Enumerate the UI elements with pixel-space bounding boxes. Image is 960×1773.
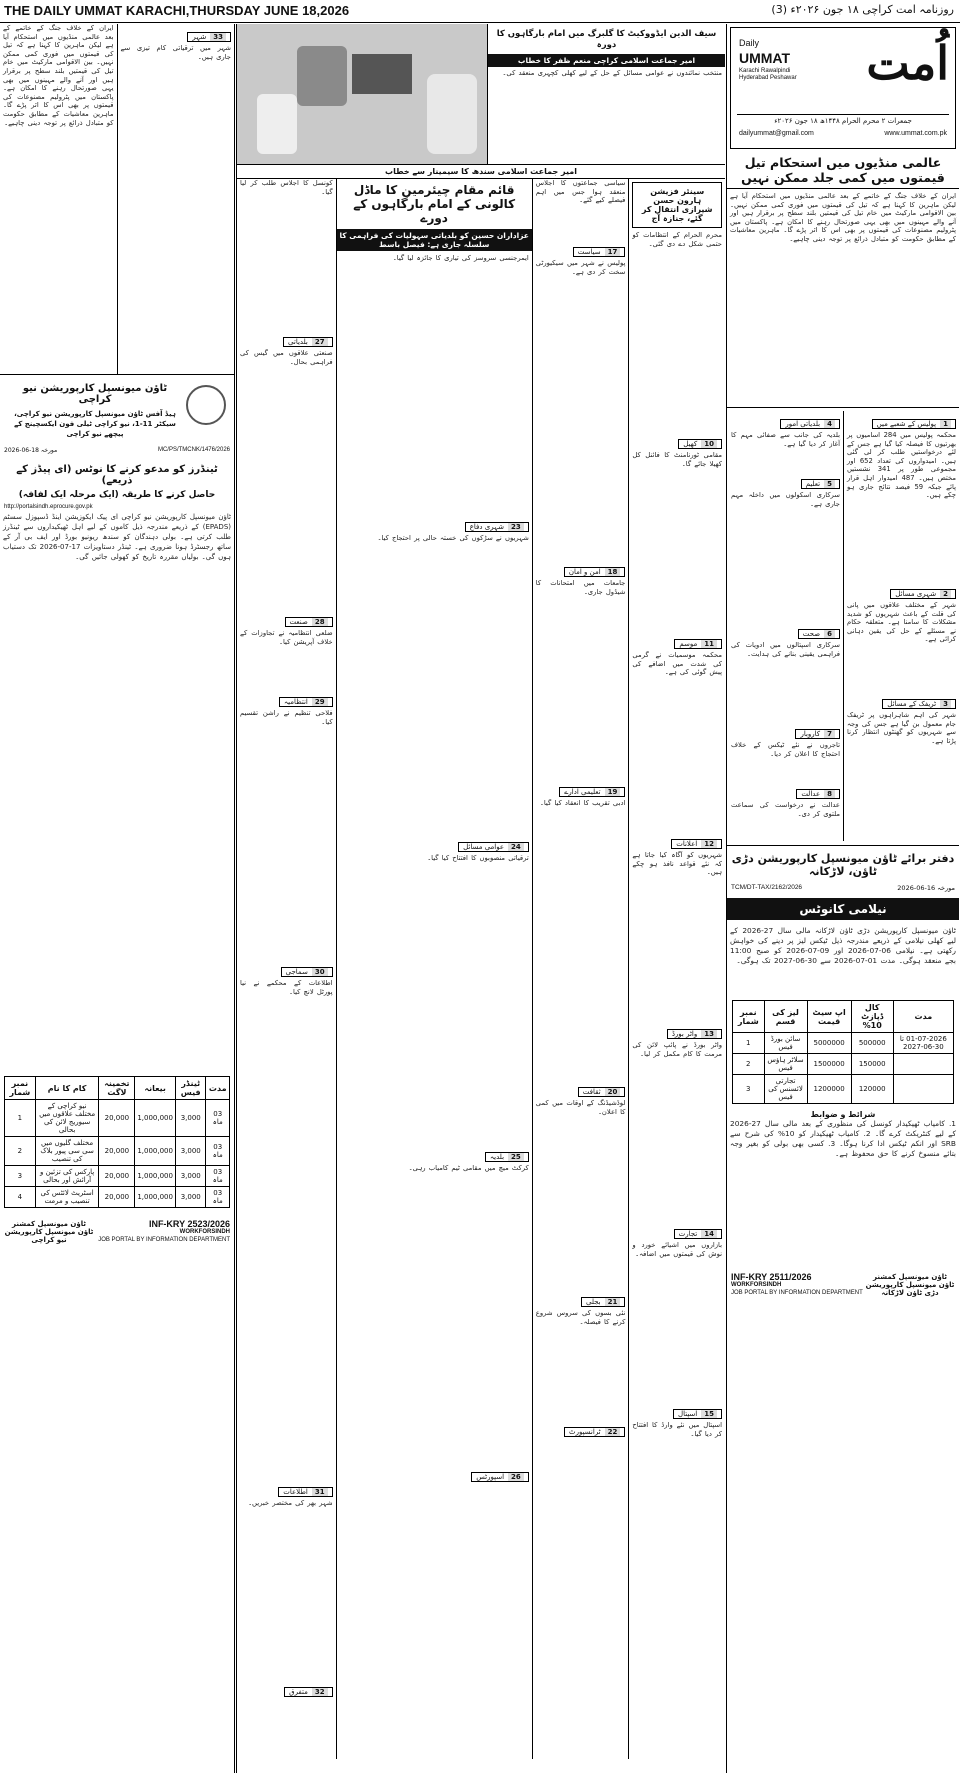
tender-table-cell: 3,000 — [175, 1137, 205, 1166]
masthead-brand: UMMAT — [739, 50, 791, 66]
top-bar — [0, 0, 960, 23]
tender-signer: ٹاؤن میونسپل کمشنر ٹاؤن میونسپل کارپوریشن نیو کراچی — [4, 1220, 94, 1244]
news-tag-14: 14تجارت — [674, 1229, 722, 1239]
main-kicker: عزاداران حسین کو بلدیاتی سہولیات کی فراہمی کا سلسلہ جاری ہے: فیصل باسط — [337, 229, 532, 251]
auction-table-row — [733, 1054, 954, 1075]
auction-table-cell: 1200000 — [807, 1075, 851, 1104]
news-body-16: محرم الحرام کے انتظامات کو حتمی شکل دے دی گئی۔ — [632, 231, 722, 248]
news-body-6: سرکاری اسپتالوں میں ادویات کی فراہمی یقینی بنانے کی ہدایت۔ — [731, 641, 840, 658]
news-body-30: فلاحی تنظیم نے راشن تقسیم کیا۔ — [240, 709, 333, 726]
tender-table-row — [5, 1100, 230, 1137]
masthead-title: اُمت — [866, 36, 949, 90]
auction-ref: TCM/DT-TAX/2162/2026 — [731, 884, 803, 891]
paper-line: THE DAILY UMMAT KARACHI,THURSDAY JUNE 18,2026 — [4, 3, 350, 18]
news-tag-10: 10کھیل — [678, 439, 722, 449]
tender-table-row — [5, 1166, 230, 1187]
news-body-lead-cont: ایران کے خلاف جنگ کے خاتمے کے بعد عالمی منڈیوں میں استحکام آیا ہے لیکن ماہرین کا کہنا ہے کہ تیل کی قیمتوں میں فوری کمی ممکن نہیں۔ بین الاقوامی مارکیٹ میں خام تیل کی قیمتیں بلند سطح پر برقرار ہیں اور آنے والے مہینوں میں بھی یہی صورتحال رہنے کا امکان ہے۔ پاکستان میں پٹرولیم مصنوعات کی قیمتوں پر بھی اس کا اثر پڑے گا۔ ماہرین معاشیات کے مطابق حکومت کو متبادل ذرائع پر توجہ دینی چاہیے۔ — [3, 24, 114, 127]
auction-office: دفتر برائے ٹاؤن میونسپل کارپوریشن دڑی ٹاؤن، لاڑکانہ — [731, 852, 955, 878]
auction-table-cell: 120000 — [851, 1075, 893, 1104]
tender-table-header-2: تخمینہ لاگت — [99, 1077, 135, 1100]
tender-office: ٹاؤن میونسپل کارپوریشن نیو کراچی — [22, 383, 168, 405]
tender-table-row — [5, 1187, 230, 1208]
auction-body: ٹاؤن میونسپل کارپوریشن دڑی ٹاؤن لاڑکانہ مالی سال 27-2026 کے لیے کھلی نیلامی کے ذریعے مندرجہ ذیل ٹیکس لیز پر دینے کی خواہش رکھتی ہے۔ نیلامی 06-07-2026 اور 09-07-2026 کو صبح 11:00 بجے منعقد ہوگی۔ مدت 01-07-2026 سے 30-06-2027 تک ہوگی۔ — [730, 926, 956, 965]
news-tag-20: 20ثقافت — [578, 1087, 626, 1097]
news-body-12: شہریوں کو آگاہ کیا جاتا ہے کہ نئے قواعد نافذ ہو چکے ہیں۔ — [632, 851, 722, 877]
news-body-4: بلدیہ کی جانب سے صفائی مہم کا آغاز کر دیا گیا ہے۔ — [731, 431, 840, 448]
obit-title: سینئر فزیشن ہارون حسن شیرازی انتقال کر گئے، جنازہ آج — [632, 182, 722, 228]
tender-table-cell: 3,000 — [175, 1166, 205, 1187]
auction-table-cell: 3 — [733, 1075, 765, 1104]
news-body-9: منتخب نمائندوں نے عوامی مسائل کے حل کے لیے کھلی کچہری منعقد کی۔ — [502, 69, 722, 77]
tmc-seal-icon — [186, 385, 226, 425]
news-photo — [237, 24, 487, 164]
news-tag-11: 11موسم — [674, 639, 722, 649]
left-top-a — [117, 24, 235, 374]
tender-table-cell: 20,000 — [99, 1137, 135, 1166]
briefs-grid — [727, 411, 959, 841]
masthead-cities: Karachi Rawalpindi Hyderabad Peshawar — [739, 68, 797, 81]
news-body-29: ضلعی انتظامیہ نے تجاوزات کے خلاف آپریشن کیا۔ — [240, 629, 333, 646]
news-tag-12: 12اعلانات — [671, 839, 722, 849]
news-tag-25: 25بلدیہ — [485, 1152, 529, 1162]
tender-wfs: WORKFORSINDH — [179, 1229, 230, 1235]
tender-method: حاصل کرنے کا طریقہ (ایک مرحلہ ایک لفافہ) — [18, 490, 216, 500]
urdu-line: روزنامہ امت کراچی ۱۸ جون ۲۰۲۶ء (3) — [771, 3, 954, 16]
news-tag-5: 5تعلیم — [801, 479, 840, 489]
mid-col-c — [336, 179, 532, 1759]
top-caption-block — [487, 24, 725, 164]
tender-table-header-3: بیعانہ — [135, 1077, 176, 1100]
tender-table-cell: 20,000 — [99, 1100, 135, 1137]
news-body-3: شہر کی اہم شاہراہوں پر ٹریفک جام معمول بن گیا ہے جس کی وجہ سے شہریوں کو گھنٹوں انتظار کرنا پڑتا ہے۔ — [847, 711, 956, 745]
news-tag-19: 19تعلیمی ادارے — [559, 787, 625, 797]
tender-table-cell: 1,000,000 — [135, 1137, 176, 1166]
mid-col-a — [628, 179, 725, 1759]
lead-body: ایران کے خلاف جنگ کے خاتمے کے بعد عالمی منڈیوں میں استحکام آیا ہے لیکن ماہرین کا کہنا ہے کہ تیل کی قیمتوں میں فوری کمی ممکن نہیں۔ بین الاقوامی مارکیٹ میں خام تیل کی قیمتیں بلند سطح پر برقرار ہیں اور آنے والے مہینوں میں بھی یہی صورتحال رہنے کا امکان ہے۔ پاکستان میں پٹرولیم مصنوعات کی قیمتوں پر بھی اس کا اثر پڑے گا۔ ماہرین معاشیات کے مطابق حکومت کو متبادل ذرائع پر توجہ دینی چاہیے۔ — [730, 192, 956, 243]
news-tag-26: 26اسپورٹس — [471, 1472, 529, 1482]
news-body-25: ترقیاتی منصوبوں کا افتتاح کیا گیا۔ — [427, 854, 529, 862]
auction-table-cell: تجارتی لائسنس کی فیس — [764, 1075, 807, 1104]
left-top-b — [0, 24, 117, 374]
left-top — [0, 24, 234, 375]
tender-table-header-1: کام کا نام — [35, 1077, 99, 1100]
news-tag-7: 7کاروبار — [795, 729, 840, 739]
news-tag-31: 31اطلاعات — [278, 1487, 332, 1497]
news-tag-15: 15اسپتال — [673, 1409, 722, 1419]
news-body-2: شہر کے مختلف علاقوں میں پانی کی قلت کے باعث شہریوں کو شدید مشکلات کا سامنا ہے۔ متعلقہ حکام نے مسئلے کے حل کی یقین دہانی کرائی ہے۔ — [847, 601, 956, 644]
news-tag-3: 3ٹریفک کے مسائل — [882, 699, 956, 709]
news-body-19: جامعات میں امتحانات کا شیڈول جاری۔ — [535, 579, 626, 596]
masthead-daily: Daily — [739, 38, 760, 48]
tender-table-cell: اسٹریٹ لائٹس کی تنصیب و مرمت — [35, 1187, 99, 1208]
news-body-24: شہریوں نے سڑکوں کی خستہ حالی پر احتجاج کیا۔ — [377, 534, 529, 542]
auction-table-cell: 01-07-2026 تا 30-06-2027 — [893, 1033, 953, 1054]
masthead-email: dailyummat@gmail.com — [739, 130, 814, 137]
auction-conditions: 1. کامیاب ٹھیکیدار کونسل کی منظوری کے بعد مالی سال 27-2026 کے لیے کنٹریکٹ کرے گا۔ 2. کامیاب ٹھیکیدار کو 10% کی شرح سے SRB اور انکم ٹیکس ادا کرنا ہوگا۔ 3. کسی بھی بولی کو بغیر وجہ بتائے منسوخ کرنے کا حق محفوظ ہے۔ — [730, 1119, 956, 1158]
news-tag-24: 24عوامی مسائل — [458, 842, 529, 852]
news-body-1: محکمہ پولیس میں 284 اسامیوں پر بھرتیوں کا فیصلہ کیا گیا ہے جس کے لئے درخواستیں طلب کر لی گئی ہیں۔ امیدواروں کی تعداد 652 اور مجموعی طور پر 341 نشستیں مختص ہیں۔ 487 امیدوار اہل قرار پائے جبکہ 59 فیصد نتائج جاری ہو چکے ہیں۔ — [847, 431, 957, 500]
tender-table-cell: 4 — [5, 1187, 36, 1208]
middle-block — [236, 24, 725, 1773]
auction-ref-row — [727, 884, 959, 892]
auction-table-cell — [893, 1075, 953, 1104]
tender-inf-block: INF-KRY 2523/2026 WORKFORSINDH JOB PORTAL BY INFORMATION DEPARTMENT — [98, 1219, 230, 1243]
masthead — [730, 27, 956, 149]
auction-table-cell: 1500000 — [807, 1054, 851, 1075]
masthead-date: جمعرات ۲ محرم الحرام ۱۴۴۸ھ ۱۸ جون ۲۰۲۶ء — [737, 114, 949, 125]
auction-table-row — [733, 1075, 954, 1104]
news-tag-30: 30سماجی — [281, 967, 333, 977]
auction-date: مورخہ 16-06-2026 — [897, 884, 955, 892]
news-tag-23: 23شہری دفاع — [465, 522, 529, 532]
auction-wfs: WORKFORSINDH — [731, 1282, 782, 1288]
auction-table-cell: 500000 — [851, 1033, 893, 1054]
news-tag-21: 21بجلی — [581, 1297, 625, 1307]
news-tag-17: 17سیاست — [573, 247, 626, 257]
tender-table-cell: 03 ماہ — [206, 1137, 230, 1166]
news-tag-2: 2شہری مسائل — [890, 589, 956, 599]
news-body-10: مقامی ٹورنامنٹ کا فائنل کل کھیلا جائے گا۔ — [632, 451, 722, 468]
middle-top — [237, 24, 725, 164]
auction-table-row — [733, 1033, 954, 1054]
news-tag-32: 32متفرق — [284, 1687, 332, 1697]
mid-col-d — [237, 179, 336, 1759]
auction-table-cell — [893, 1054, 953, 1075]
tender-portal[interactable]: http://portalsindh.eprocure.gov.pk — [4, 504, 93, 510]
news-body-14: بازاروں میں اشیائے خورد و نوش کی قیمتوں میں اضافہ۔ — [632, 1241, 722, 1258]
news-body-26: کرکٹ میچ میں مقامی ٹیم کامیاب رہی۔ — [408, 1164, 529, 1172]
auction-table-cell: 2 — [733, 1054, 765, 1075]
right-column — [726, 24, 959, 1773]
auction-table-cell: سلاٹر ہاؤس فیس — [764, 1054, 807, 1075]
briefs-col-a — [843, 411, 959, 841]
news-body-31: اطلاعات کے محکمے نے نیا پورٹل لانچ کیا۔ — [240, 979, 333, 996]
tender-table-cell: 3,000 — [175, 1100, 205, 1137]
news-body-18: پولیس نے شہر میں سیکیورٹی سخت کر دی ہے۔ — [535, 259, 626, 276]
banner: امیر جماعت اسلامی سندھ کا سیمینار سے خطاب — [237, 164, 725, 179]
tender-table-header-0: نمبر شمار — [5, 1077, 36, 1100]
tender-table-cell: پارکس کی تزئین و آرائش اور بحالی — [35, 1166, 99, 1187]
tender-table-cell: 20,000 — [99, 1187, 135, 1208]
tender-table — [4, 1076, 230, 1208]
auction-title: نیلامی کانوٹس — [727, 898, 959, 920]
news-body-23: ایمرجنسی سروسز کی تیاری کا جائزہ لیا گیا۔ — [392, 254, 529, 262]
news-body-27: کونسل کا اجلاس طلب کر لیا گیا۔ — [240, 179, 333, 196]
top-caption: سیف الدین ایڈووکیٹ کا گلبرگ میں امام بارگاہوں کا دورہ — [496, 29, 717, 50]
auction-inf-block: INF-KRY 2511/2026 WORKFORSINDH JOB PORTAL BY INFORMATION DEPARTMENT — [731, 1272, 863, 1296]
auction-table-cell: 150000 — [851, 1054, 893, 1075]
auction-table-header-4: مدت — [893, 1001, 953, 1033]
auction-table-cell: سائن بورڈ فیس — [764, 1033, 807, 1054]
lead-headline: عالمی منڈیوں میں استحکام تیل قیمتوں میں کمی جلد ممکن نہیں — [727, 152, 959, 189]
tender-table-header-4: ٹینڈر فیس — [175, 1077, 205, 1100]
news-tag-13: 13واٹر بورڈ — [667, 1029, 722, 1039]
news-body-21: لوڈشیڈنگ کے اوقات میں کمی کا اعلان۔ — [535, 1099, 626, 1116]
news-body-5: سرکاری اسکولوں میں داخلہ مہم جاری ہے۔ — [731, 491, 840, 508]
tender-ref: MC/PS/TMCNK/1476/2026 — [157, 447, 230, 453]
news-body-13: واٹر بورڈ نے پائپ لائن کی مرمت کا کام مکمل کر لیا۔ — [632, 1041, 722, 1058]
news-body-11: محکمہ موسمیات نے گرمی کی شدت میں اضافے کی پیش گوئی کی ہے۔ — [632, 651, 722, 677]
tender-table-cell: 1,000,000 — [135, 1100, 176, 1137]
news-tag-4: 4بلدیاتی امور — [780, 419, 840, 429]
news-tag-18: 18امن و امان — [564, 567, 626, 577]
news-body-33: شہر میں ترقیاتی کام تیزی سے جاری ہیں۔ — [120, 44, 231, 61]
tender-table-header-5: مدت — [206, 1077, 230, 1100]
tender-body: ٹاؤن میونسپل کارپوریشن نیو کراچی ای پیک ایکوزیشن اینڈ ڈسپوزل سسٹم (EPADS) کے ذریعے مندرجہ ذیل کاموں کے لیے اہل ٹھیکیداروں سے ٹینڈرز طلب کرتی ہے۔ بولی دہندگان کو سندھ ریونیو بورڈ اور ایف بی آر کے ساتھ رجسٹرڈ ہونا ضروری ہے۔ ٹینڈر دستاویزات 17-07-2026 تک دستیاب ہوں گی۔ بولیاں مقررہ تاریخ کو کھولی جائیں گی۔ — [3, 513, 231, 561]
tender-footer — [0, 1212, 234, 1252]
tender-table-cell: 1 — [5, 1100, 36, 1137]
news-tag-29: 29انتظامیہ — [279, 697, 333, 707]
tender-table-cell: 03 ماہ — [206, 1100, 230, 1137]
news-tag-8: 8عدالت — [796, 789, 840, 799]
tender-table-cell: 2 — [5, 1137, 36, 1166]
tender-title: ٹینڈرز کو مدعو کرنے کا نوٹس (ای پیڈز کے ذریعے) — [16, 464, 218, 486]
tender-table-cell: نیو کراچی کے مختلف علاقوں میں سیوریج لائن کی بحالی — [35, 1100, 99, 1137]
news-tag-6: 6صحت — [798, 629, 840, 639]
tender-table-cell: 3 — [5, 1166, 36, 1187]
news-tag-22: 22ٹرانسپورٹ — [564, 1427, 625, 1437]
auction-footer — [727, 1269, 959, 1301]
tender-table-row — [5, 1137, 230, 1166]
auction-table-cell: 1 — [733, 1033, 765, 1054]
tender-notice — [0, 375, 234, 1252]
auction-table-header-0: نمبر شمار — [733, 1001, 765, 1033]
auction-table-cell: 5000000 — [807, 1033, 851, 1054]
auction-table — [732, 1000, 954, 1104]
news-body-8: عدالت نے درخواست کی سماعت ملتوی کر دی۔ — [731, 801, 840, 818]
auction-table-header-2: اپ سیٹ قیمت — [807, 1001, 851, 1033]
tender-portal-label: JOB PORTAL BY INFORMATION DEPARTMENT — [98, 1237, 230, 1243]
tender-table-cell: 3,000 — [175, 1187, 205, 1208]
auction-portal-label: JOB PORTAL BY INFORMATION DEPARTMENT — [731, 1290, 863, 1296]
tender-table-cell: مختلف گلیوں میں سی سی پیور بلاک کی تنصیب — [35, 1137, 99, 1166]
tender-table-cell: 1,000,000 — [135, 1187, 176, 1208]
auction-signer: ٹاؤن میونسپل کمشنر ٹاؤن میونسپل کارپوریشن دڑی ٹاؤن لاڑکانہ — [865, 1273, 955, 1297]
masthead-web: www.ummat.com.pk — [884, 130, 947, 137]
tender-table-cell: 20,000 — [99, 1166, 135, 1187]
news-body-20: ادبی تقریب کا انعقاد کیا گیا۔ — [539, 799, 626, 807]
news-tag-27: 27بلدیاتی — [283, 337, 333, 347]
main-headline: قائم مقام چیئرمین کا ماڈل کالونی کے امام بارگاہوں کے دورے — [353, 183, 516, 225]
tender-date: مورخہ 18-06-2026 — [4, 447, 58, 454]
news-body-28: صنعتی علاقوں میں گیس کی فراہمی بحال۔ — [240, 349, 333, 366]
tender-ref-row — [0, 443, 234, 458]
sub-caption: امیر جماعت اسلامی کراچی منعم ظفر کا خطاب — [488, 54, 725, 67]
middle-columns — [237, 179, 725, 1759]
auction-table-header-1: لیز کی قسم — [764, 1001, 807, 1033]
news-tag-1: 1پولیس کے شعبے میں — [872, 419, 956, 429]
news-body-22: نئی بسوں کی سروس شروع کرنے کا فیصلہ۔ — [535, 1309, 626, 1326]
news-body-15: اسپتال میں نئے وارڈ کا افتتاح کر دیا گیا۔ — [632, 1421, 722, 1438]
tender-table-cell: 1,000,000 — [135, 1166, 176, 1187]
auction-notice — [727, 845, 959, 1301]
tender-table-cell: 03 ماہ — [206, 1166, 230, 1187]
tender-table-cell: 03 ماہ — [206, 1187, 230, 1208]
news-body-7: تاجروں نے نئے ٹیکس کے خلاف احتجاج کا اعلان کر دیا۔ — [731, 741, 840, 758]
news-body-32: شہر بھر کی مختصر خبریں۔ — [248, 1499, 333, 1507]
mid-col-b — [532, 179, 629, 1759]
news-tag-28: 28صنعت — [285, 617, 333, 627]
auction-table-header-3: کال ڈپازٹ 10% — [851, 1001, 893, 1033]
auction-conditions-title: شرائط و ضوابط — [810, 1110, 876, 1119]
tender-address: ہیڈ آفس ٹاؤن میونسپل کارپوریشن نیو کراچی، سیکٹر 11-1، نیو کراچی ٹیلی فون ایکسچینج کے پیچھے نیو کراچی — [14, 410, 176, 438]
briefs-col-b — [728, 411, 843, 841]
news-body-17: سیاسی جماعتوں کا اجلاس منعقد ہوا جس میں اہم فیصلے کیے گئے۔ — [535, 179, 626, 205]
left-block — [0, 24, 235, 1773]
news-tag-33: 33شہر — [187, 32, 231, 42]
